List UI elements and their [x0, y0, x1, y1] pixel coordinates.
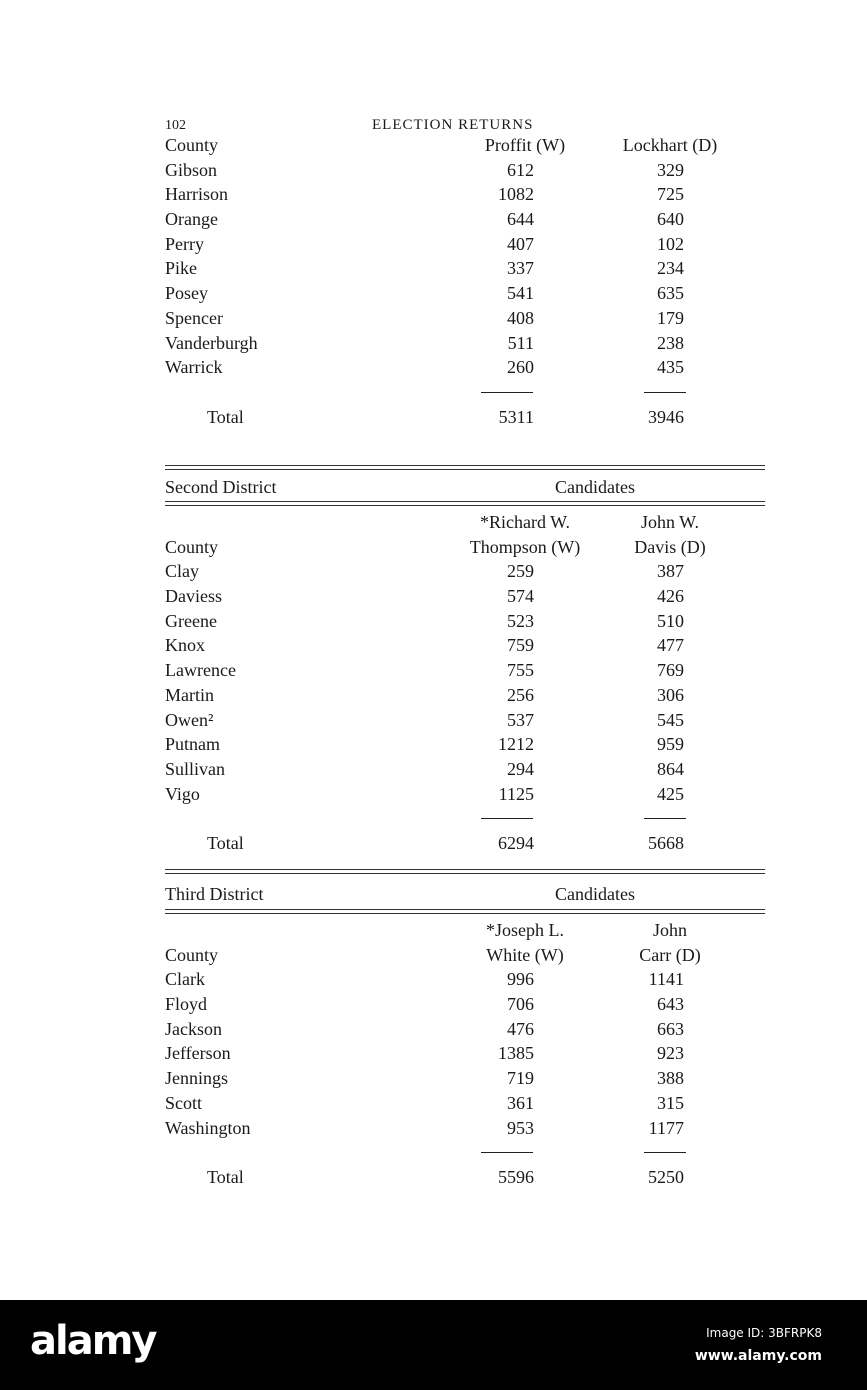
county-name: Sullivan — [165, 758, 226, 779]
county-name: Lawrence — [165, 660, 236, 681]
candidate2-votes: 510 — [657, 610, 684, 631]
candidate1-votes: 719 — [507, 1068, 534, 1089]
candidate1-votes: 996 — [507, 969, 534, 990]
candidate2-votes: 640 — [657, 209, 684, 230]
candidate1-total: 5596 — [498, 1166, 534, 1187]
watermark-bar — [0, 1300, 867, 1390]
county-name: Jackson — [165, 1018, 222, 1039]
sum-rule — [481, 1152, 533, 1153]
first-district-table — [165, 133, 765, 429]
table-row — [165, 1017, 765, 1042]
third-district-table — [165, 918, 765, 1190]
sum-rule — [481, 818, 533, 819]
candidate2-total: 3946 — [648, 406, 684, 427]
table-row — [165, 355, 765, 380]
county-name: Jefferson — [165, 1043, 231, 1064]
county-name: Perry — [165, 233, 204, 254]
double-rule — [165, 465, 765, 470]
candidate1-votes: 755 — [507, 660, 534, 681]
candidate2-name: Lockhart (D) — [622, 135, 718, 155]
county-name: Posey — [165, 283, 209, 304]
sum-rule — [644, 818, 686, 819]
total-row — [165, 831, 765, 856]
table-row — [165, 633, 765, 658]
candidate2-votes: 388 — [657, 1068, 684, 1089]
candidate2-name-line1: John — [652, 920, 687, 940]
double-rule — [165, 909, 765, 914]
county-name: Washington — [165, 1117, 251, 1138]
candidate2-votes: 329 — [657, 159, 684, 180]
county-name: Spencer — [165, 307, 223, 328]
candidate1-votes: 953 — [507, 1117, 534, 1138]
candidate1-votes: 1082 — [498, 184, 534, 205]
candidate1-votes: 337 — [507, 258, 534, 279]
candidate2-name-line1: John W. — [640, 512, 700, 532]
county-name: Owen² — [165, 709, 214, 730]
county-name: Knox — [165, 635, 205, 656]
candidate1-votes: 541 — [507, 283, 534, 304]
table-row — [165, 992, 765, 1017]
candidate2-votes: 435 — [657, 357, 684, 378]
county-name: Pike — [165, 258, 198, 279]
candidate2-votes: 238 — [657, 332, 684, 353]
candidate2-total: 5668 — [648, 832, 684, 853]
candidate2-votes: 1141 — [648, 969, 684, 990]
county-name: Floyd — [165, 994, 208, 1015]
total-row — [165, 1165, 765, 1190]
county-name: Scott — [165, 1092, 203, 1113]
district-name: Third District — [165, 884, 264, 904]
candidate2-votes: 306 — [657, 684, 684, 705]
candidate2-votes: 643 — [657, 994, 684, 1015]
candidate1-name: Thompson (W) — [469, 536, 581, 557]
sum-rule-row — [165, 1140, 765, 1165]
table-row — [165, 584, 765, 609]
table-row — [165, 281, 765, 306]
county-name: Warrick — [165, 357, 223, 378]
header-row — [165, 918, 765, 943]
header-row — [165, 510, 765, 535]
district-header — [165, 882, 765, 906]
candidate1-votes: 294 — [507, 758, 534, 779]
county-column-header: County — [165, 944, 219, 965]
total-row — [165, 405, 765, 430]
candidate1-total: 5311 — [498, 406, 534, 427]
table-row — [165, 609, 765, 634]
candidate2-votes: 769 — [657, 660, 684, 681]
table-row — [165, 1041, 765, 1066]
candidate2-votes: 959 — [657, 734, 684, 755]
county-name: Harrison — [165, 184, 228, 205]
table-row — [165, 1091, 765, 1116]
table-row — [165, 658, 765, 683]
double-rule — [165, 501, 765, 506]
table-row — [165, 1066, 765, 1091]
candidate2-votes: 387 — [657, 561, 684, 582]
candidate2-votes: 102 — [657, 233, 684, 254]
candidate1-votes: 511 — [507, 332, 534, 353]
image-id: Image ID: 3BFRPK8 — [706, 1326, 822, 1340]
candidate1-votes: 537 — [507, 709, 534, 730]
table-row — [165, 207, 765, 232]
table-row — [165, 732, 765, 757]
county-name: Daviess — [165, 586, 222, 607]
candidate2-votes: 864 — [657, 758, 684, 779]
district-name: Second District — [165, 477, 277, 497]
candidate1-name-line1: *Richard W. — [480, 512, 570, 532]
page-number: 102 — [165, 118, 186, 133]
candidate1-name-line1: *Joseph L. — [486, 920, 564, 940]
site-url: www.alamy.com — [694, 1348, 822, 1364]
candidate1-votes: 1125 — [498, 783, 534, 804]
county-column-header: County — [165, 536, 219, 557]
table-row — [165, 559, 765, 584]
county-name: Clark — [165, 969, 205, 990]
candidate1-votes: 1212 — [498, 734, 534, 755]
candidate2-total: 5250 — [648, 1166, 684, 1187]
candidate2-name: Davis (D) — [634, 536, 706, 557]
candidate1-votes: 1385 — [498, 1043, 534, 1064]
county-name: Putnam — [165, 734, 221, 755]
candidate2-name: Carr (D) — [639, 944, 701, 965]
table-row — [165, 182, 765, 207]
candidate2-votes: 477 — [657, 635, 684, 656]
candidate1-votes: 612 — [507, 159, 534, 180]
county-column-header: County — [165, 135, 219, 155]
county-name: Jennings — [165, 1068, 228, 1089]
candidate2-votes: 426 — [657, 586, 684, 607]
table-row — [165, 256, 765, 281]
county-name: Orange — [165, 209, 218, 230]
table-row — [165, 967, 765, 992]
total-label: Total — [207, 832, 244, 853]
candidate1-name: White (W) — [486, 944, 564, 965]
candidate1-name: Proffit (W) — [484, 135, 566, 155]
candidate1-votes: 260 — [507, 357, 534, 378]
candidate2-votes: 545 — [657, 709, 684, 730]
candidates-label: Candidates — [555, 884, 635, 904]
candidate1-votes: 256 — [507, 684, 534, 705]
candidate1-votes: 523 — [507, 610, 534, 631]
candidate2-votes: 663 — [657, 1018, 684, 1039]
candidate2-votes: 923 — [657, 1043, 684, 1064]
candidate2-votes: 635 — [657, 283, 684, 304]
candidate2-votes: 1177 — [648, 1117, 684, 1138]
table-row — [165, 782, 765, 807]
candidate1-votes: 759 — [507, 635, 534, 656]
table-row — [165, 683, 765, 708]
candidate1-votes: 476 — [507, 1018, 534, 1039]
sum-rule-row — [165, 380, 765, 405]
running-title: ELECTION RETURNS — [372, 117, 534, 133]
sum-rule — [481, 392, 533, 393]
candidate1-votes: 361 — [507, 1092, 534, 1113]
header-row — [165, 943, 765, 968]
candidate2-votes: 725 — [657, 184, 684, 205]
district-header — [165, 475, 765, 499]
double-rule — [165, 869, 765, 874]
county-name: Vigo — [165, 783, 200, 804]
county-name: Gibson — [165, 159, 218, 180]
sum-rule — [644, 392, 686, 393]
county-name: Vanderburgh — [165, 332, 258, 353]
alamy-logo: alamy — [30, 1318, 156, 1364]
candidate1-votes: 407 — [507, 233, 534, 254]
table-row — [165, 708, 765, 733]
candidate1-votes: 259 — [507, 561, 534, 582]
table-row — [165, 306, 765, 331]
header-row — [165, 535, 765, 560]
county-name: Martin — [165, 684, 214, 705]
total-label: Total — [207, 1166, 244, 1187]
candidate1-votes: 644 — [507, 209, 534, 230]
candidate2-votes: 179 — [657, 307, 684, 328]
county-name: Greene — [165, 610, 217, 631]
candidate2-votes: 425 — [657, 783, 684, 804]
candidate1-votes: 408 — [507, 307, 534, 328]
sum-rule — [644, 1152, 686, 1153]
county-name: Clay — [165, 561, 199, 582]
candidates-label: Candidates — [555, 477, 635, 497]
candidate1-votes: 706 — [507, 994, 534, 1015]
second-district-table — [165, 510, 765, 856]
header-row — [165, 133, 765, 158]
candidate2-votes: 315 — [657, 1092, 684, 1113]
candidate2-votes: 234 — [657, 258, 684, 279]
table-row — [165, 158, 765, 183]
table-row — [165, 757, 765, 782]
candidate1-votes: 574 — [507, 586, 534, 607]
sum-rule-row — [165, 806, 765, 831]
table-row — [165, 232, 765, 257]
table-row — [165, 331, 765, 356]
total-label: Total — [207, 406, 244, 427]
candidate1-total: 6294 — [498, 832, 534, 853]
table-row — [165, 1116, 765, 1141]
